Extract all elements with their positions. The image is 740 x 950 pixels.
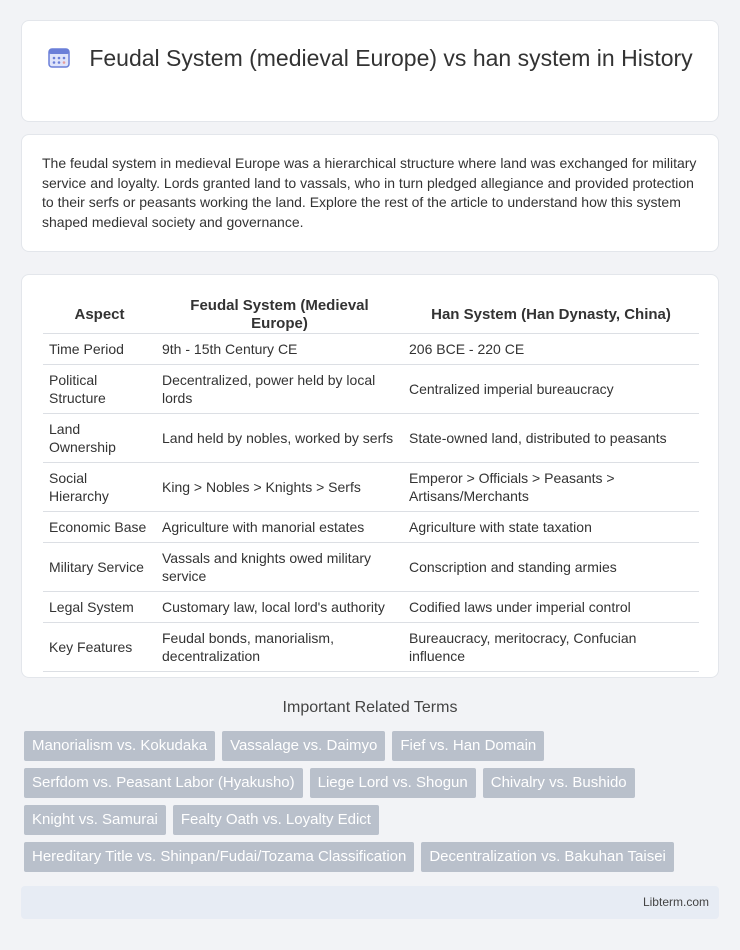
term-tag[interactable]: Fief vs. Han Domain [392, 731, 544, 761]
term-tag[interactable]: Decentralization vs. Bakuhan Taisei [421, 842, 674, 872]
terms-row [24, 768, 635, 798]
terms-row [24, 842, 674, 872]
table-row [43, 543, 699, 592]
page-title [22, 44, 718, 73]
cell-feudal: Decentralized, power held by local lords [156, 365, 403, 414]
table-row [43, 623, 699, 672]
header-feudal: Feudal System (Medieval Europe) [156, 295, 403, 334]
cell-han: Bureaucracy, meritocracy, Confucian influence [403, 623, 699, 672]
cell-aspect: Time Period [43, 334, 156, 365]
cell-han: 206 BCE - 220 CE [403, 334, 699, 365]
terms-row [24, 731, 544, 761]
cell-aspect: Legal System [43, 592, 156, 623]
cell-aspect: Political Structure [43, 365, 156, 414]
term-tag[interactable]: Serfdom vs. Peasant Labor (Hyakusho) [24, 768, 303, 798]
term-tag[interactable]: Liege Lord vs. Shogun [310, 768, 476, 798]
cell-aspect: Social Hierarchy [43, 463, 156, 512]
terms-row [24, 805, 379, 835]
table-header-row [43, 295, 699, 334]
table-row [43, 463, 699, 512]
cell-feudal: Feudal bonds, manorialism, decentralization [156, 623, 403, 672]
table-row [43, 365, 699, 414]
cell-aspect: Key Features [43, 623, 156, 672]
cell-han: Codified laws under imperial control [403, 592, 699, 623]
term-tag[interactable]: Fealty Oath vs. Loyalty Edict [173, 805, 379, 835]
term-tag[interactable]: Chivalry vs. Bushido [483, 768, 635, 798]
cell-feudal: King > Nobles > Knights > Serfs [156, 463, 403, 512]
intro-text: The feudal system in medieval Europe was a hierarchical structure where land was exchanged for military service and loyalty. Lords granted land to vassals, who in turn pledged allegiance and provided protection to their serfs or peasants working the land. Explore the rest of the article to understand how this system shaped medieval society and governance. [42, 155, 697, 230]
page-title-text: Feudal System (medieval Europe) vs han system in History [89, 45, 693, 71]
table-row [43, 512, 699, 543]
related-terms-heading: Important Related Terms [282, 699, 458, 716]
table-row [43, 592, 699, 623]
cell-han: Centralized imperial bureaucracy [403, 365, 699, 414]
comparison-table [43, 295, 699, 672]
cell-feudal: Vassals and knights owed military service [156, 543, 403, 592]
term-tag[interactable]: Hereditary Title vs. Shinpan/Fudai/Tozama Classification [24, 842, 414, 872]
calendar-icon [47, 45, 71, 69]
term-tag[interactable]: Knight vs. Samurai [24, 805, 166, 835]
term-tag[interactable]: Vassalage vs. Daimyo [222, 731, 385, 761]
cell-han: Conscription and standing armies [403, 543, 699, 592]
intro-card [21, 134, 719, 252]
footer [21, 886, 719, 919]
term-tag[interactable]: Manorialism vs. Kokudaka [24, 731, 215, 761]
header-aspect: Aspect [43, 295, 156, 334]
cell-feudal: 9th - 15th Century CE [156, 334, 403, 365]
cell-feudal: Land held by nobles, worked by serfs [156, 414, 403, 463]
cell-aspect: Economic Base [43, 512, 156, 543]
cell-han: State-owned land, distributed to peasants [403, 414, 699, 463]
footer-site-link[interactable]: Libterm.com [642, 895, 709, 909]
cell-han: Emperor > Officials > Peasants > Artisans/Merchants [403, 463, 699, 512]
cell-aspect: Land Ownership [43, 414, 156, 463]
cell-feudal: Customary law, local lord's authority [156, 592, 403, 623]
table-row [43, 334, 699, 365]
cell-han: Agriculture with state taxation [403, 512, 699, 543]
header-han: Han System (Han Dynasty, China) [403, 295, 699, 334]
table-row [43, 414, 699, 463]
comparison-table-card [21, 274, 719, 678]
cell-aspect: Military Service [43, 543, 156, 592]
cell-feudal: Agriculture with manorial estates [156, 512, 403, 543]
title-card [21, 20, 719, 122]
